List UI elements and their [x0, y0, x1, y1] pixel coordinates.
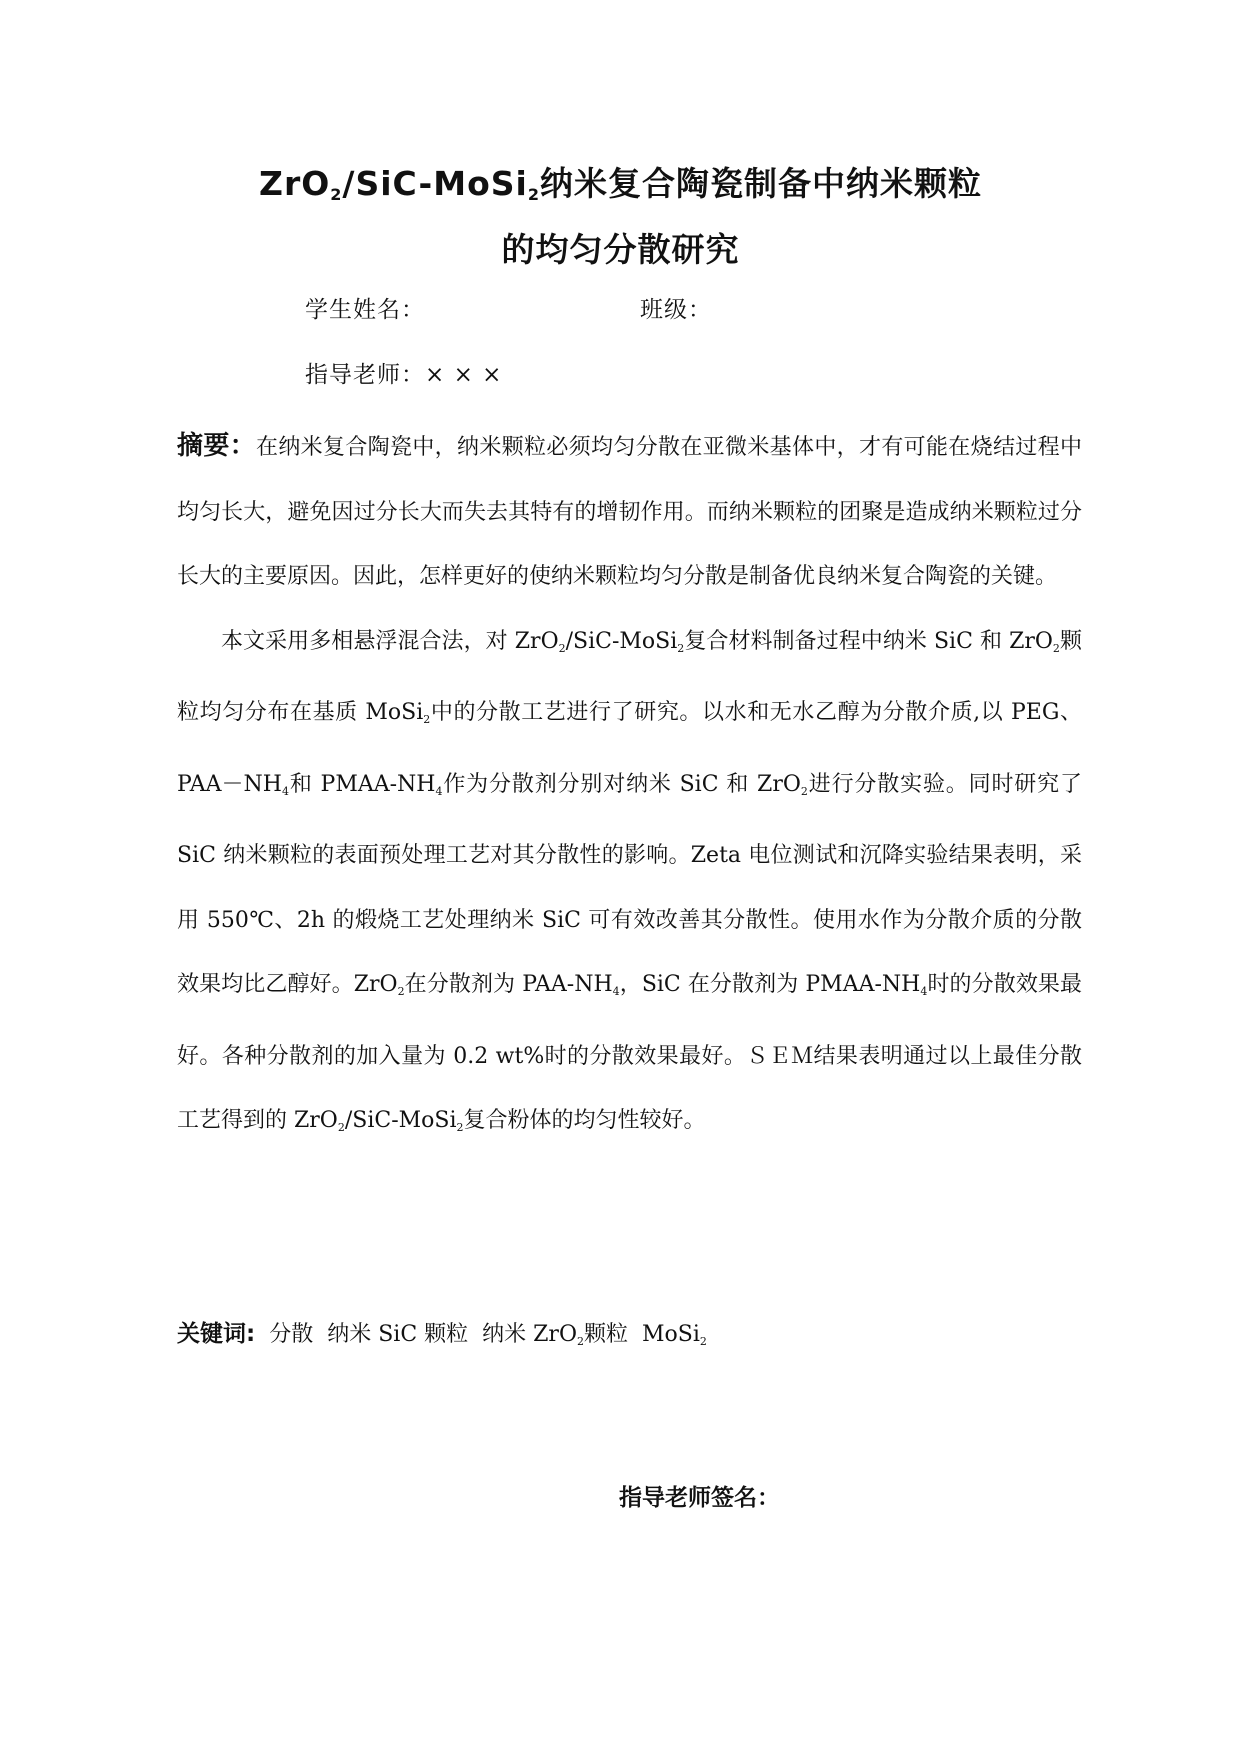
abstract-text: 复合材料制备过程中纳米 SiC 和 ZrO [684, 628, 1053, 654]
class-label: 班级： [640, 297, 712, 323]
abstract-subscript: 2 [456, 1121, 464, 1134]
keywords-line [177, 1315, 707, 1348]
student-name-label: 学生姓名： [305, 297, 425, 323]
abstract-text: 在纳米复合陶瓷中，纳米颗粒必须均匀分散在亚微米基体中，才有可能在烧结过程中均匀长大，避免因过分长大而失去其特有的增韧作用。而纳米颗粒的团聚是造成纳米颗粒过分长大的主要原因。因此，怎样更好的使纳米颗粒均匀分散是制备优良纳米复合陶瓷的关键。 [177, 435, 1082, 589]
abstract-text: /SiC-MoSi [565, 628, 678, 654]
abstract-paragraph-1 [177, 414, 1082, 610]
title-text: ZrO [259, 164, 331, 203]
abstract-text: ，SiC 在分散剂为 PMAA-NH [619, 972, 921, 997]
abstract-text: 在分散剂为 PAA-NH [404, 972, 613, 997]
keyword-item [642, 1322, 707, 1347]
abstract-label: 摘要： [177, 431, 256, 461]
keyword-subscript: 2 [699, 1335, 707, 1348]
keyword-text: 颗粒 [584, 1322, 629, 1347]
abstract-text: 复合粉体的均匀性较好。 [463, 1108, 706, 1133]
title-text: 纳米复合陶瓷制备中纳米颗粒 [539, 164, 982, 203]
abstract-subscript: 2 [423, 713, 431, 726]
document-title-line-2: 的均匀分散研究 [501, 230, 740, 269]
keyword-subscript: 2 [577, 1335, 584, 1348]
abstract-subscript: 4 [612, 985, 620, 998]
keyword-text: 纳米 ZrO [482, 1322, 577, 1347]
abstract-subscript: 2 [397, 985, 405, 998]
keyword-item [482, 1322, 628, 1347]
title-text: /SiC-MoSi [342, 164, 528, 203]
abstract-subscript: 2 [558, 641, 566, 655]
keyword-item: 分散 [269, 1322, 314, 1347]
abstract-subscript: 2 [1052, 641, 1060, 655]
abstract-section [177, 414, 1082, 1161]
abstract-subscript: 4 [435, 784, 443, 798]
advisor-signature-label: 指导老师签名： [619, 1485, 780, 1511]
keywords-label: 关键词: [177, 1321, 256, 1347]
title-subscript: 2 [527, 185, 540, 204]
abstract-subscript: 2 [337, 1121, 345, 1134]
abstract-text: 时的分散效果最好。各种分散剂的加入量为 0.2 wt%时的分散效果最好。ＳＥＭ结果表明通过以上最佳分散工艺得到的 ZrO [177, 972, 1082, 1133]
abstract-subscript: 4 [920, 985, 928, 998]
advisor-line [305, 356, 502, 389]
abstract-text: 颗粒均匀分布在基质 MoSi [177, 628, 1082, 725]
advisor-name: × × × [425, 362, 503, 388]
abstract-text: 进行分散实验。同时研究了 SiC 纳米颗粒的表面预处理工艺对其分散性的影响。Zeta 电位测试和沉降实验结果表明，采用 550℃、2h 的煅烧工艺处理纳米 SiC 可有效改善其分散性。使用水作为分散介质的分散效果均比乙醇好。ZrO [177, 771, 1082, 997]
abstract-subscript: 4 [282, 784, 289, 798]
document-title-line-1 [0, 158, 1241, 205]
title-subscript: 2 [330, 185, 343, 204]
keyword-text: MoSi [642, 1322, 700, 1347]
keyword-item: 纳米 SiC 颗粒 [327, 1322, 469, 1347]
abstract-subscript: 2 [800, 784, 808, 798]
advisor-label: 指导老师： [305, 362, 425, 388]
abstract-text: 中的分散工艺进行了研究。以水和无水乙醇为分散介质,以 PEG、PAA－NH [177, 700, 1082, 797]
abstract-subscript: 2 [677, 641, 685, 655]
abstract-paragraph-2 [177, 610, 1082, 1161]
abstract-text: 本文采用多相悬浮混合法，对 ZrO [221, 628, 559, 654]
abstract-text: 作为分散剂分别对纳米 SiC 和 ZrO [442, 771, 801, 797]
abstract-text: /SiC-MoSi [344, 1108, 457, 1133]
abstract-text: 和 PMAA-NH [289, 771, 436, 797]
